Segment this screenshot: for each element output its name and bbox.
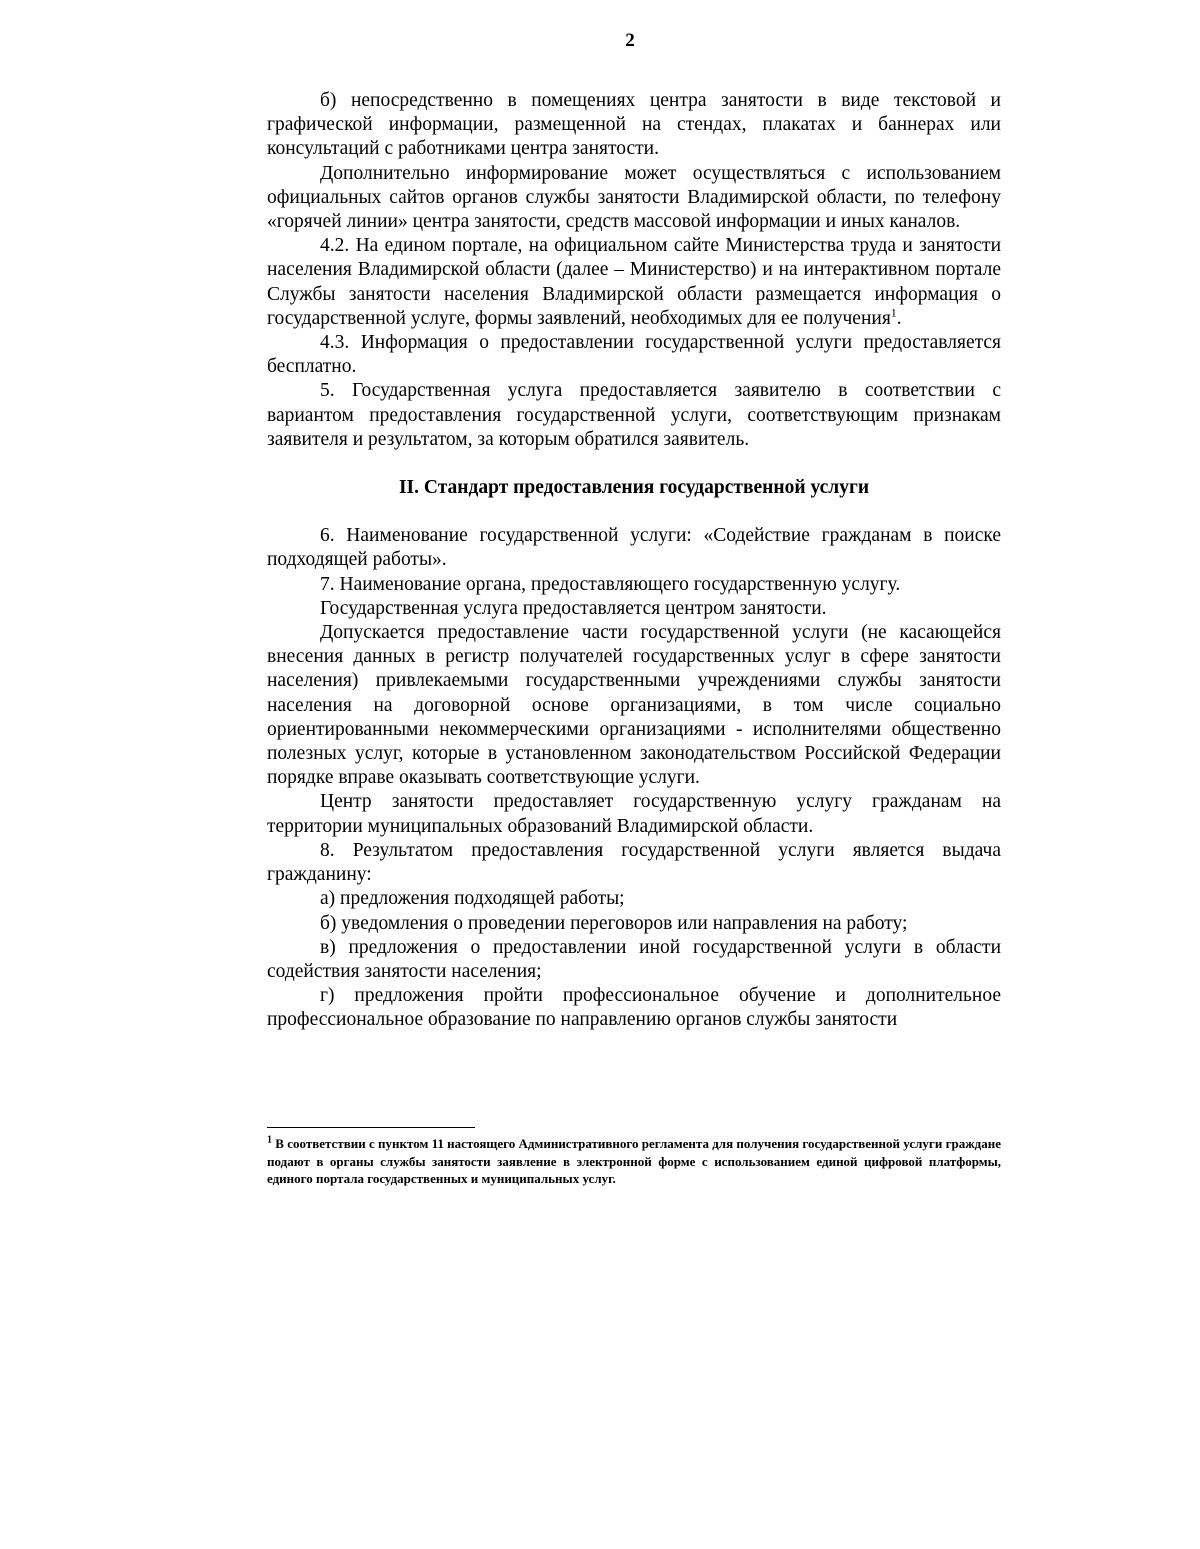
footnote-divider [267,1127,475,1128]
paragraph: б) непосредственно в помещениях центра занятости в виде текстовой и графической информации, размещенной на стендах, плакатах и баннерах или консультаций с работниками центра занятости. [267,90,1001,160]
footnote-text: В соответствии с пунктом 11 настоящего Административного регламента для получения государственной услуги граждане подают в органы службы занятости заявление в электронной форме с использованием единой цифровой платформы, единого портала государственных и муниципальных услуг. [267,1136,1002,1186]
paragraph: Допускается предоставление части государственной услуги (не касающейся внесения данных в регистр получателей государственных услуг в сфере занятости населения) привлекаемыми государственными учреждениями службы занятости населения на договорной основе организациями, в том числе социально ориентированными некоммерческими организациями - исполнителями общественно полезных услуг, которые в установленном законодательством Российской Федерации порядке вправе оказывать соответствующие услуги. [267,622,1001,789]
paragraph: Дополнительно информирование может осуществляться с использованием официальных сайтов органов службы занятости Владимирской области, по телефону «горячей линии» центра занятости, средств массовой информации и иных каналов. [267,162,1001,233]
paragraph: 8. Результатом предоставления государственной услуги является выдача гражданину: [267,839,1001,886]
section-heading: II. Стандарт предоставления государственной услуги [398,477,870,499]
paragraph: Центр занятости предоставляет государственную услугу гражданам на территории муниципальных образований Владимирской области. [267,791,1001,837]
footnote-mark: 1 [267,1134,272,1146]
list-item: б) уведомления о проведении переговоров или направления на работу; [320,912,908,934]
paragraph: 4.3. Информация о предоставлении государственной услуги предоставляется бесплатно. [267,332,1001,378]
list-item: в) предложения о предоставлении иной государственной услуги в области содействия занятости населения; [267,936,1001,982]
paragraph-4-2 [267,234,1001,331]
paragraph: 5. Государственная услуга предоставляется заявителю в соответствии с вариантом предоставления государственной услуги, соответствующим признакам заявителя и результатом, за которым обратился заявитель. [267,380,1001,450]
paragraph-end-punctuation: . [896,307,902,329]
paragraph: Государственная услуга предоставляется центром занятости. [320,597,827,619]
page-number: 2 [625,30,635,51]
footnote [267,1135,1001,1188]
list-item: г) предложения пройти профессиональное обучение и дополнительное профессиональное образование по направлению органов службы занятости [267,985,1001,1031]
paragraph: 6. Наименование государственной услуги: «Содействие гражданам в поиске подходящей работы». [267,525,1001,571]
list-item: а) предложения подходящей работы; [320,888,625,910]
footnote-reference: 1 [890,305,897,320]
document-body [267,89,1001,1033]
paragraph-text: 4.2. На едином портале, на официальном сайте Министерства труда и занятости населения Владимирской области (далее – Министерство) и на интерактивном портале Службы занятости населения Владимирской области размещается информация о государственной услуге, формы заявлений, необходимых для ее получения [267,235,1001,329]
paragraph: 7. Наименование органа, предоставляющего государственную услугу. [320,573,901,595]
